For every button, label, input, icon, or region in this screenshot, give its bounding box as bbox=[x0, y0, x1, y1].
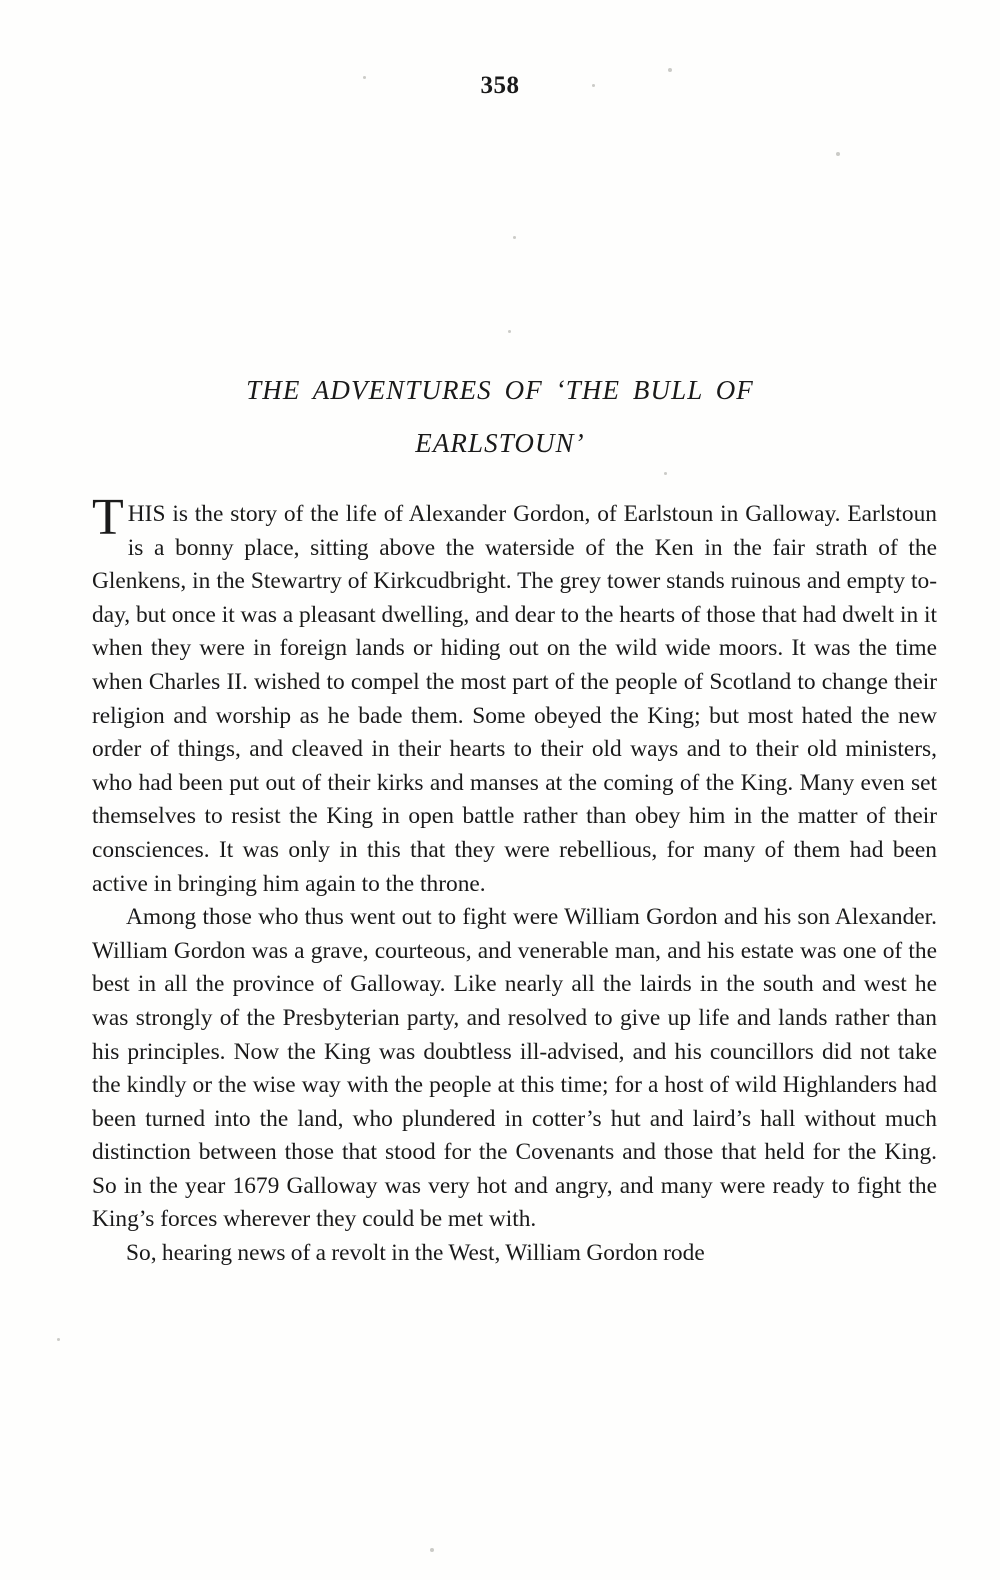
page-title-line-1: THE ADVENTURES OF ‘THE BULL OF bbox=[246, 375, 754, 405]
scan-speck bbox=[508, 330, 511, 333]
paragraph-text: Among those who thus went out to fight were William Gordon and his son Alexander. William Gordon was a grave, courteous, and venerable man, and his estate was one of the best in all the province of Galloway. Like nearly all the lairds in the south and west he was strongly of the Presbyterian party, and resolved to give up life and lands rather than his principles. Now the King was doubtless ill-advised, and his councillors did not take the kindly or the wise way with the people at this time; for a host of wild Highlanders had been turned into the land, who plundered in cotter’s hut and laird’s hall without much distinction between those that stood for the Covenants and those that held for the King. So in the year 1679 Galloway was very hot and angry, and many were ready to fight the King’s forces wherever they could be met with. bbox=[92, 904, 937, 1233]
paragraph bbox=[92, 1237, 937, 1271]
paragraph-text: So, hearing news of a revolt in the West, William Gordon rode bbox=[126, 1240, 705, 1267]
paragraph-text: HIS is the story of the life of Alexander Gordon, of Earlstoun in Galloway. Earlstoun is a bonny place, sitting above the waterside of the Ken in the fair strath of the Glenkens, in the Stewartry of Kirkcudbright. The grey tower stands ruinous and empty to-day, but once it was a pleasant dwelling, and dear to the hearts of those that had dwelt in it when they were in foreign lands or hiding out on the wild wide moors. It was the time when Charles II. wished to compel the most part of the people of Scotland to change their religion and worship as he bade them. Some obeyed the King; but most hated the new order of things, and cleaved in their hearts to their old ways and to their old ministers, who had been put out of their kirks and manses at the coming of the King. Many even set themselves to resist the King in open battle rather than obey him in the matter of their consciences. It was only in this that they were rebellious, for many of them had been active in bringing him again to the throne. bbox=[92, 501, 937, 897]
scan-speck bbox=[664, 472, 667, 475]
page-title-line-2: EARLSTOUN’ bbox=[415, 427, 585, 458]
page-number: 358 bbox=[480, 72, 520, 99]
scan-speck bbox=[430, 1548, 434, 1552]
page-title bbox=[92, 364, 908, 469]
paragraph bbox=[92, 901, 937, 1237]
drop-cap: T bbox=[92, 489, 124, 546]
body-text bbox=[92, 489, 937, 1271]
scan-speck bbox=[513, 236, 516, 239]
scan-speck bbox=[836, 152, 840, 156]
scan-speck bbox=[57, 1338, 60, 1341]
paragraph bbox=[92, 489, 937, 901]
